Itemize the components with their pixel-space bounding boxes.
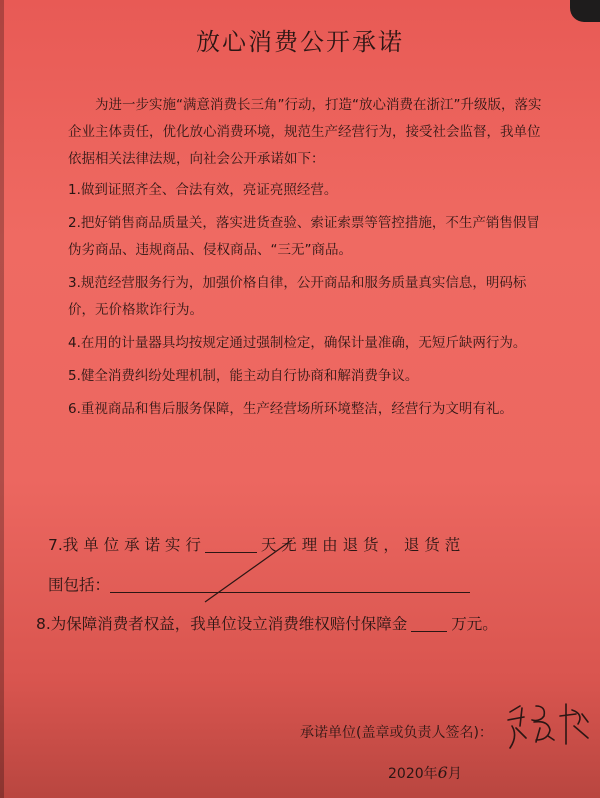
- date-month-handwritten: 6: [437, 763, 448, 782]
- return-days-blank: [205, 552, 257, 553]
- commitment-body: [68, 92, 548, 429]
- item-7-text-b: 天 无 理 由 退 货 ， 退 货 范: [260, 536, 461, 554]
- intro-paragraph: 为进一步实施“满意消费长三角”行动，打造“放心消费在浙江”升级版，落实企业主体责任，优化放心消费环境，规范生产经营行为，接受社会监督，我单位依据相关法律法规，向社会公开承诺如下：: [68, 97, 542, 167]
- deposit-amount-blank: [411, 631, 447, 632]
- background-corner: [570, 0, 600, 22]
- item-7-scope-line: [48, 573, 568, 595]
- date-month-label: 月: [447, 766, 462, 782]
- item-7-text-c: 围包括：: [48, 576, 111, 594]
- handwritten-signature: [508, 704, 588, 748]
- item-7-text-a: 7.我 单 位 承 诺 实 行: [48, 536, 201, 554]
- item-7-line: [48, 533, 568, 555]
- sign-label: 承诺单位(盖章或负责人签名)：: [300, 725, 493, 741]
- item-1: 1.做到证照齐全、合法有效，亮证亮照经营。: [68, 182, 338, 198]
- item-8-text-a: 8.为保障消费者权益，我单位设立消费维权赔付保障金: [36, 615, 408, 633]
- page-title: 放心消费公开承诺: [196, 28, 404, 56]
- item-4: 4.在用的计量器具均按规定通过强制检定，确保计量准确，无短斤缺两行为。: [68, 335, 527, 351]
- item-3: 3.规范经营服务行为，加强价格自律，公开商品和服务质量真实信息，明码标价，无价格欺诈行为。: [68, 275, 527, 318]
- item-8-line: [36, 612, 576, 634]
- item-6: 6.重视商品和售后服务保障，生产经营场所环境整洁，经营行为文明有礼。: [68, 401, 513, 417]
- page-fold-shadow: [0, 0, 4, 798]
- date-year: 2020年: [388, 766, 438, 782]
- item-8-text-b: 万元。: [451, 615, 498, 633]
- return-scope-blank: [110, 592, 470, 593]
- date-line: [388, 763, 462, 783]
- item-2: 2.把好销售商品质量关，落实进货查验、索证索票等管控措施，不生产销售假冒伪劣商品、违规商品、侵权商品、“三无”商品。: [68, 215, 540, 258]
- item-5: 5.健全消费纠纷处理机制，能主动自行协商和解消费争议。: [68, 368, 419, 384]
